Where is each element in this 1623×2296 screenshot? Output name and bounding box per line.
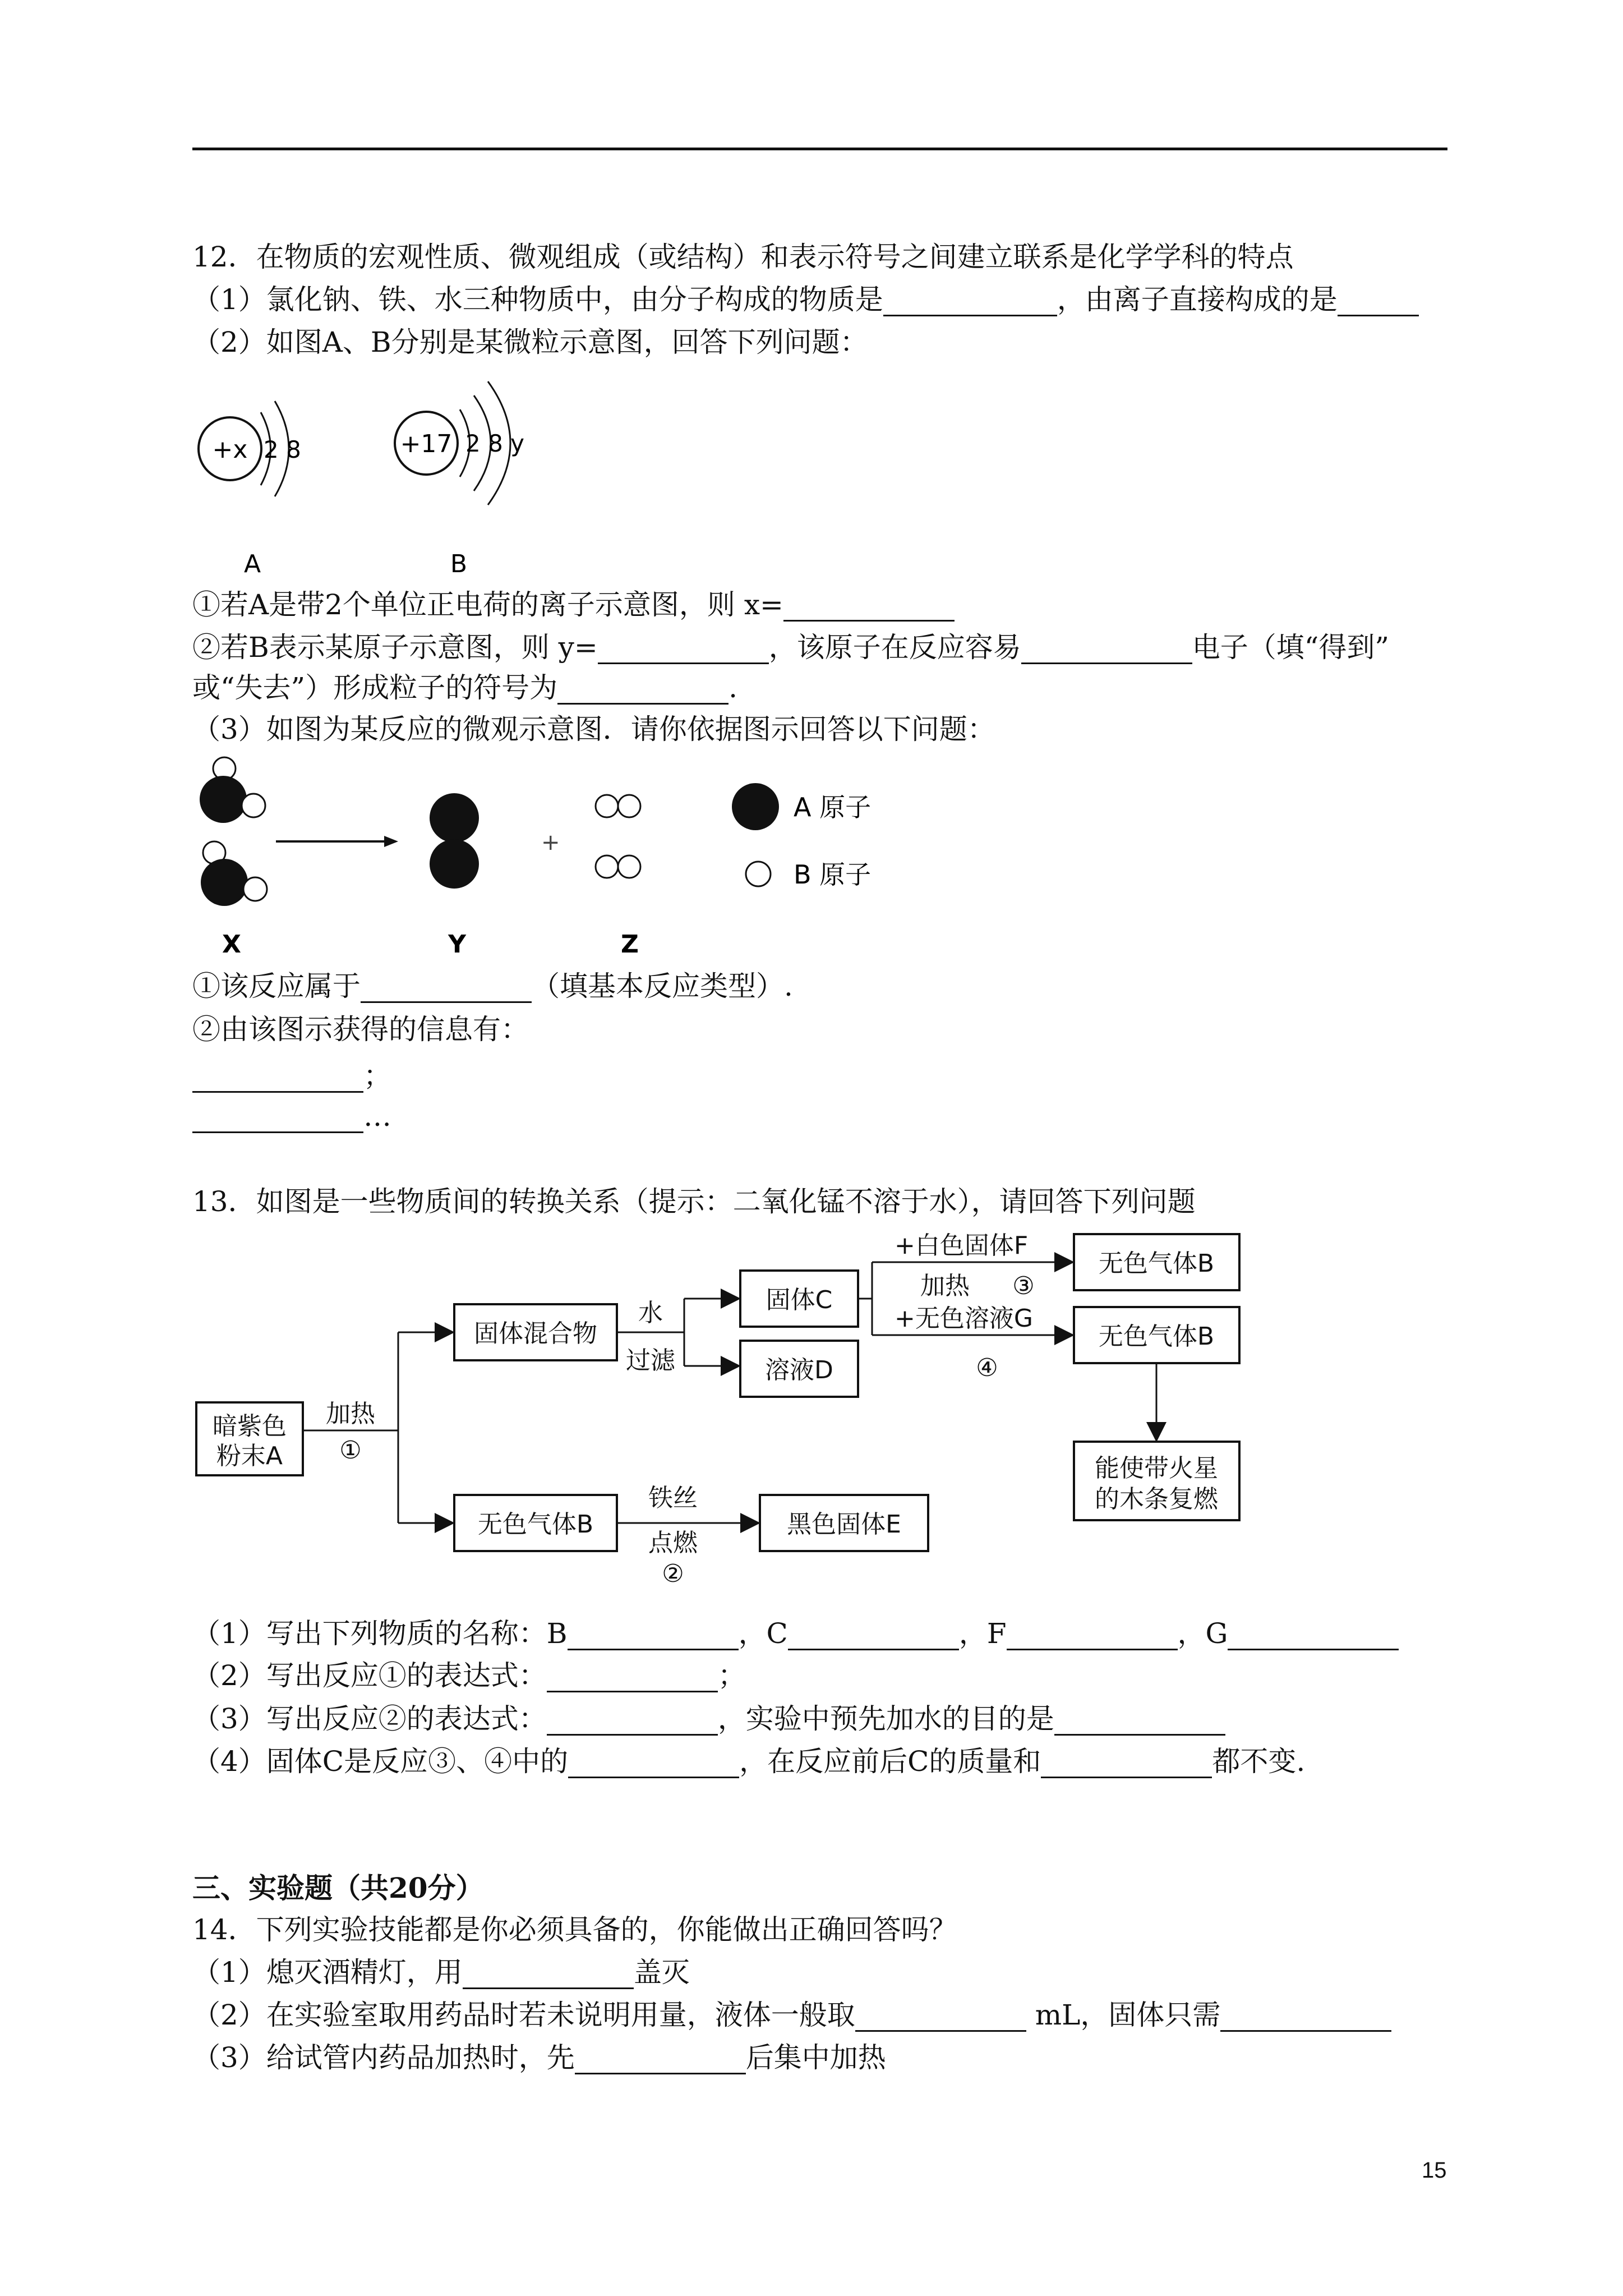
label-circle-2: ② <box>662 1559 684 1588</box>
label-plus-f: +白色固体F <box>895 1231 1029 1260</box>
box-mixture-label: 固体混合物 <box>474 1319 597 1348</box>
answer-blank[interactable] <box>1220 2003 1391 2032</box>
answer-blank[interactable] <box>1007 1622 1178 1650</box>
label-ignite: 点燃 <box>648 1529 698 1557</box>
q12-part3: （3）如图为某反应的微观示意图．请你依据图示回答以下问题： <box>192 713 995 746</box>
box-gas-b-2-label: 无色气体B <box>1098 1322 1215 1351</box>
q12-part2: （2）如图A、B分别是某微粒示意图，回答下列问题： <box>192 326 868 358</box>
box-relight-line2: 的木条复燃 <box>1095 1485 1218 1513</box>
label-x: X <box>222 930 241 959</box>
answer-blank[interactable] <box>1228 1622 1399 1650</box>
label-iron: 铁丝 <box>648 1484 698 1512</box>
answer-blank[interactable] <box>547 1707 718 1736</box>
answer-blank[interactable] <box>883 288 1057 316</box>
q13-q2: （2）写出反应①的表达式： ； <box>192 1659 746 1692</box>
q13-stem: 13．如图是一些物质间的转换关系（提示：二氧化锰不溶于水），请回答下列问题 <box>192 1185 1196 1218</box>
answer-blank[interactable] <box>557 676 728 705</box>
box-a-line2: 粉末A <box>216 1442 283 1470</box>
atom-b-shells: 2 8 y <box>465 430 524 457</box>
answer-blank[interactable] <box>1338 288 1419 316</box>
label-z: Z <box>621 930 639 959</box>
answer-blank[interactable] <box>855 2003 1026 2032</box>
box-gas-b-1-label: 无色气体B <box>1098 1249 1215 1278</box>
legend-a-label: A 原子 <box>794 792 872 822</box>
box-solid-c-label: 固体C <box>766 1286 833 1314</box>
molecule-y <box>430 793 479 889</box>
legend-b-atom <box>746 862 771 886</box>
q12-sub2-cont: 或“失去”）形成粒子的符号为 . <box>192 671 738 704</box>
box-solution-d-label: 溶液D <box>765 1356 833 1384</box>
answer-blank[interactable] <box>1041 1750 1212 1778</box>
answer-blank[interactable] <box>192 1064 363 1093</box>
atom-a-diagram <box>199 401 301 578</box>
box-gas-b-3-label: 无色气体B <box>477 1510 594 1539</box>
plus-sign: + <box>541 830 560 855</box>
q12-sub2: ②若B表示某原子示意图，则 y= ，该原子在反应容易 电子（填“得到” <box>192 631 1389 664</box>
q13-q4: （4）固体C是反应③、④中的 ，在反应前后C的质量和 都不变. <box>192 1745 1306 1778</box>
q12-part1: （1）氯化钠、铁、水三种物质中，由分子构成的物质是 ，由离子直接构成的是 <box>192 283 1419 316</box>
answer-blank[interactable] <box>788 1622 959 1650</box>
answer-blank[interactable] <box>1054 1707 1225 1736</box>
label-water: 水 <box>638 1299 663 1327</box>
answer-blank[interactable] <box>598 636 769 664</box>
atom-a-label: A <box>243 550 261 578</box>
header-rule <box>192 148 1447 150</box>
q14-s2: （2）在实验室取用药品时若未说明用量，液体一般取 mL，固体只需 <box>192 1998 1391 2032</box>
label-y: Y <box>448 930 466 959</box>
atom-b-nucleus: +17 <box>400 430 453 458</box>
atom-b-diagram <box>395 381 524 578</box>
label-circle-1: ① <box>339 1436 362 1465</box>
answer-blank[interactable] <box>547 1664 718 1692</box>
q12-r4: … <box>192 1099 391 1133</box>
answer-blank[interactable] <box>575 2046 746 2074</box>
atom-b-label: B <box>450 550 468 578</box>
q12-r2: ②由该图示获得的信息有： <box>192 1013 529 1046</box>
q13-q1: （1）写出下列物质的名称：B ，C ，F ，G <box>192 1617 1399 1650</box>
label-plus-g: +无色溶液G <box>895 1304 1033 1333</box>
q14-s1: （1）熄灭酒精灯，用 盖灭 <box>192 1956 690 1989</box>
legend-a-atom <box>732 783 779 830</box>
molecule-z <box>596 795 640 878</box>
q12-r1: ①该反应属于 （填基本反应类型）. <box>192 970 793 1002</box>
section-3-title: 三、实验题（共20分） <box>192 1871 484 1904</box>
atom-a-shells: 2 8 <box>264 436 301 463</box>
reaction-diagram <box>191 752 920 965</box>
answer-blank[interactable] <box>463 1961 634 1989</box>
atom-diagrams <box>191 365 594 583</box>
box-black-e-label: 黑色固体E <box>787 1510 901 1539</box>
label-heat-3: 加热 <box>920 1272 970 1300</box>
page-number: 15 <box>1422 2158 1447 2183</box>
molecule-x-top <box>200 757 265 823</box>
q14-stem: 14．下列实验技能都是你必须具备的，你能做出正确回答吗？ <box>192 1913 957 1946</box>
atom-a-nucleus: +x <box>212 435 248 464</box>
answer-blank[interactable] <box>192 1105 363 1133</box>
answer-blank[interactable] <box>783 593 955 622</box>
q14-s3: （3）给试管内药品加热时，先 后集中加热 <box>192 2041 886 2074</box>
q12-stem: 12．在物质的宏观性质、微观组成（或结构）和表示符号之间建立联系是化学学科的特点 <box>192 241 1294 273</box>
answer-blank[interactable] <box>361 974 532 1003</box>
legend-b-label: B 原子 <box>794 859 872 890</box>
molecule-x-bottom <box>201 841 267 906</box>
label-filter: 过滤 <box>626 1346 675 1375</box>
flow-diagram <box>191 1231 1267 1590</box>
q12-sub1: ①若A是带2个单位正电荷的离子示意图，则 x= <box>192 588 955 622</box>
label-heat: 加热 <box>326 1400 375 1428</box>
box-relight-line1: 能使带火星 <box>1095 1454 1218 1483</box>
q12-r3: ； <box>192 1059 391 1093</box>
answer-blank[interactable] <box>1021 636 1192 664</box>
answer-blank[interactable] <box>568 1622 739 1650</box>
label-circle-4: ④ <box>976 1354 998 1382</box>
answer-blank[interactable] <box>568 1750 739 1778</box>
box-a-line1: 暗紫色 <box>213 1412 287 1441</box>
label-circle-3: ③ <box>1012 1272 1035 1300</box>
q13-q3: （3）写出反应②的表达式： ，实验中预先加水的目的是 <box>192 1702 1225 1736</box>
